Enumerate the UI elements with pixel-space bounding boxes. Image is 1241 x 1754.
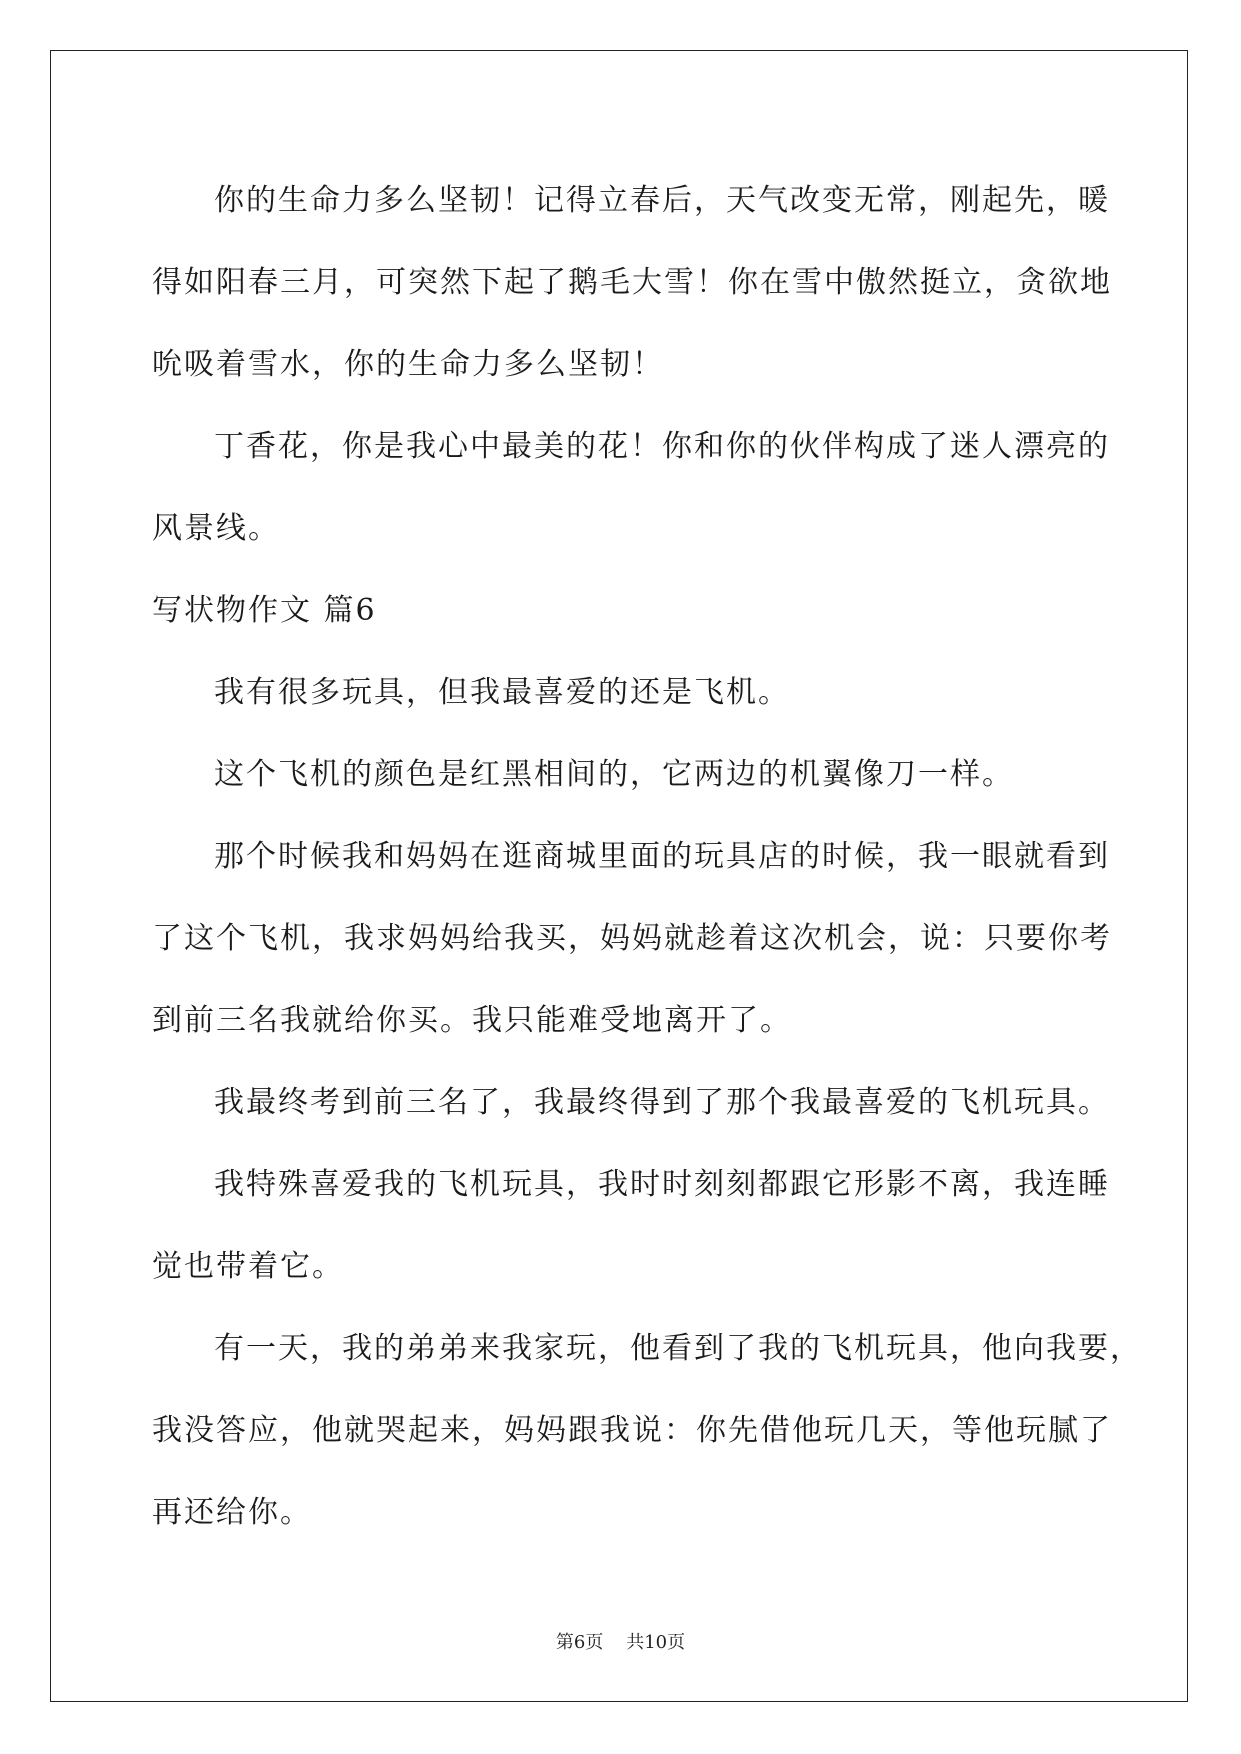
text-line: 有一天，我的弟弟来我家玩，他看到了我的飞机玩具，他向我要， <box>214 1331 1142 1366</box>
text-line: 我没答应，他就哭起来，妈妈跟我说：你先借他玩几天，等他玩腻了 <box>152 1413 1112 1448</box>
text-line: 我特殊喜爱我的飞机玩具，我时时刻刻都跟它形影不离，我连睡 <box>214 1167 1110 1202</box>
text-line: 我有很多玩具，但我最喜爱的还是飞机。 <box>214 675 790 710</box>
text-line: 吮吸着雪水，你的生命力多么坚韧！ <box>152 347 664 382</box>
text-line: 那个时候我和妈妈在逛商城里面的玩具店的时候，我一眼就看到 <box>214 839 1110 874</box>
text-line: 觉也带着它。 <box>152 1249 344 1284</box>
text-line: 再还给你。 <box>152 1495 312 1530</box>
text-line: 我最终考到前三名了，我最终得到了那个我最喜爱的飞机玩具。 <box>214 1085 1110 1120</box>
text-line: 丁香花，你是我心中最美的花！你和你的伙伴构成了迷人漂亮的 <box>214 429 1110 464</box>
text-line: 风景线。 <box>152 511 280 546</box>
page-number-footer: 第6页 共10页 <box>555 1632 686 1653</box>
text-line: 你的生命力多么坚韧！记得立春后，天气改变无常，刚起先，暖 <box>214 183 1110 218</box>
text-line: 这个飞机的颜色是红黑相间的，它两边的机翼像刀一样。 <box>214 757 1014 792</box>
document-body <box>152 160 1142 1554</box>
text-line: 了这个飞机，我求妈妈给我买，妈妈就趁着这次机会，说：只要你考 <box>152 921 1112 956</box>
text-line: 到前三名我就给你买。我只能难受地离开了。 <box>152 1003 792 1038</box>
section-heading: 写状物作文 篇6 <box>152 593 377 628</box>
text-line: 得如阳春三月，可突然下起了鹅毛大雪！你在雪中傲然挺立，贪欲地 <box>152 265 1112 300</box>
